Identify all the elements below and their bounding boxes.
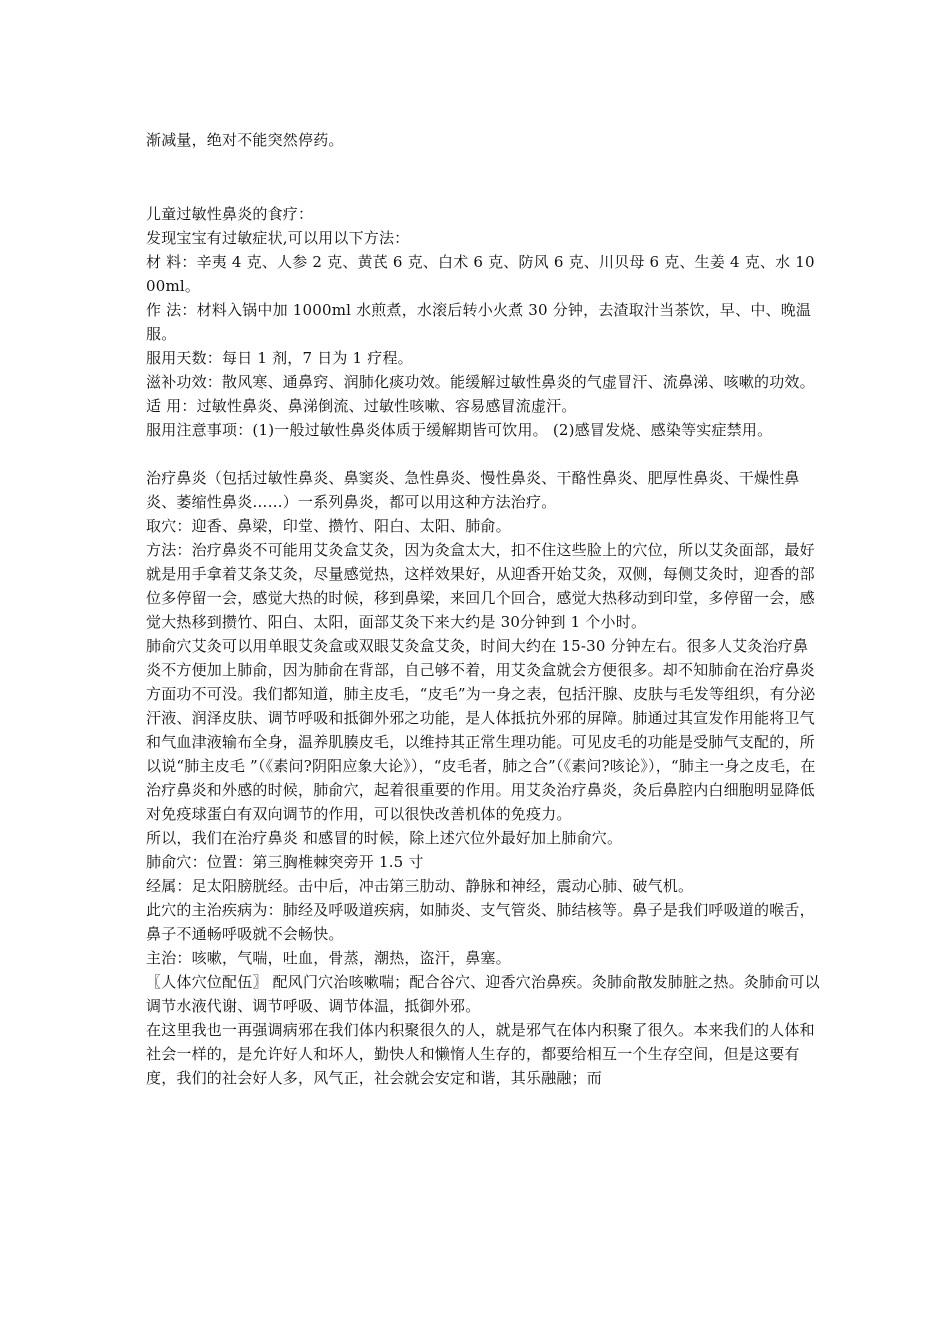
feishu-moxibustion-paragraph: 肺俞穴艾灸可以用单眼艾灸盒或双眼艾灸盒艾灸，时间大约在 15-30 分钟左右。很多人艾灸治疗鼻炎不方便加上肺俞，因为肺俞在背部，自己够不着，用艾灸盒就会方便很多。却不知肺俞在治疗鼻炎方面功不可没。我们都知道，肺主皮毛，“皮毛”为一身之表，包括汗腺、皮肤与毛发等组织，有分泌汗液、润泽皮肤、调节呼吸和抵御外邪之功能，是人体抵抗外邪的屏障。肺通过其宣发作用能将卫气和气血津液输布全身，温养肌腠皮毛，以维持其正常生理功能。可见皮毛的功能是受肺气支配的，所以说“肺主皮毛 ”（《素问?阴阳应象大论》），“皮毛者，肺之合”（《素问?咳论》），“肺主一身之皮毛，在治疗鼻炎和外感的时候，肺俞穴，起着很重要的作用。用艾灸治疗鼻炎，灸后鼻腔内白细胞明显降低对免疫球蛋白有双向调节的作用，可以很快改善机体的免疫力。 xyxy=(146,637,816,823)
dosage-days-paragraph: 服用天数：每日 1 剂，7 日为 1 疗程。 xyxy=(146,349,413,367)
method-paragraph: 作 法：材料入锅中加 1000ml 水煎煮，水滚后转小火煮 30 分钟，去渣取汁当茶饮，早、中、晚温服。 xyxy=(146,301,812,343)
section-heading: 儿童过敏性鼻炎的食疗： xyxy=(146,205,314,223)
ingredients-paragraph: 材 料：辛夷 4 克、人参 2 克、黄芪 6 克、白术 6 克、防风 6 克、川贝母 6 克、生姜 4 克、水 1000ml。 xyxy=(146,253,815,295)
moxibustion-method-paragraph: 方法：治疗鼻炎不可能用艾灸盒艾灸，因为灸盒太大，扣不住这些脸上的穴位，所以艾灸面部，最好就是用手拿着艾条艾灸，尽量感觉热，这样效果好，从迎香开始艾灸，双侧，每侧艾灸时，迎香的部位多停留一会，感觉大热的时候，移到鼻梁，来回几个回合，感觉大热移动到印堂，多停留一会，感觉大热移到攒竹、阳白、太阳，面部艾灸下来大约是 30分钟到 1 个小时。 xyxy=(146,541,815,631)
acupoint-combination-paragraph: 〖人体穴位配伍〗 配风门穴治咳嗽喘；配合谷穴、迎香穴治鼻疾。灸肺俞散发肺脏之热。灸肺俞可以调节水液代谢、调节呼吸、调节体温，抵御外邪。 xyxy=(146,973,820,1015)
feishu-location-paragraph: 肺俞穴：位置：第三胸椎棘突旁开 1.5 寸 xyxy=(146,853,424,871)
treatment-intro-paragraph: 治疗鼻炎（包括过敏性鼻炎、鼻窦炎、急性鼻炎、慢性鼻炎、干酪性鼻炎、肥厚性鼻炎、干燥性鼻炎、萎缩性鼻炎……）一系列鼻炎，都可以用这种方法治疗。 xyxy=(146,469,800,511)
paragraph-spacer xyxy=(146,442,820,466)
main-diseases-paragraph: 此穴的主治疾病为：肺经及呼吸道疾病，如肺炎、支气管炎、肺结核等。鼻子是我们呼吸道的喉舌，鼻子不通畅呼吸就不会畅快。 xyxy=(146,901,815,943)
indications-paragraph: 适 用：过敏性鼻炎、鼻涕倒流、过敏性咳嗽、容易感冒流虚汗。 xyxy=(146,397,577,415)
closing-paragraph: 在这里我也一再强调病邪在我们体内积聚很久的人，就是邪气在体内积聚了很久。本来我们的人体和社会一样的，是允许好人和坏人，勤快人和懒惰人生存的，都要给相互一个生存空间，但是这要有度，我们的社会好人多，风气正，社会就会安定和谐，其乐融融；而 xyxy=(146,1021,815,1087)
meridian-paragraph: 经属：足太阳膀胱经。击中后，冲击第三肋动、静脉和神经，震动心肺、破气机。 xyxy=(146,877,694,895)
effects-paragraph: 滋补功效：散风寒、通鼻窍、润肺化痰功效。能缓解过敏性鼻炎的气虚冒汗、流鼻涕、咳嗽的功效。 xyxy=(146,373,815,391)
summary-paragraph: 所以，我们在治疗鼻炎 和感冒的时候，除上述穴位外最好加上肺俞穴。 xyxy=(146,829,623,847)
indications-list-paragraph: 主治：咳嗽，气喘，吐血，骨蒸，潮热，盗汗，鼻塞。 xyxy=(146,949,511,967)
top-text-block xyxy=(146,128,820,152)
top-line: 渐减量，绝对不能突然停药。 xyxy=(146,131,344,149)
intro-line: 发现宝宝有过敏症状,可以用以下方法： xyxy=(146,229,410,247)
acupoints-paragraph: 取穴：迎香、鼻梁，印堂、攒竹、阳白、太阳、肺俞。 xyxy=(146,517,511,535)
precautions-paragraph: 服用注意事项：(1)一般过敏性鼻炎体质于缓解期皆可饮用。 (2)感冒发烧、感染等实症禁用。 xyxy=(146,421,773,439)
diet-therapy-section xyxy=(146,202,820,1090)
